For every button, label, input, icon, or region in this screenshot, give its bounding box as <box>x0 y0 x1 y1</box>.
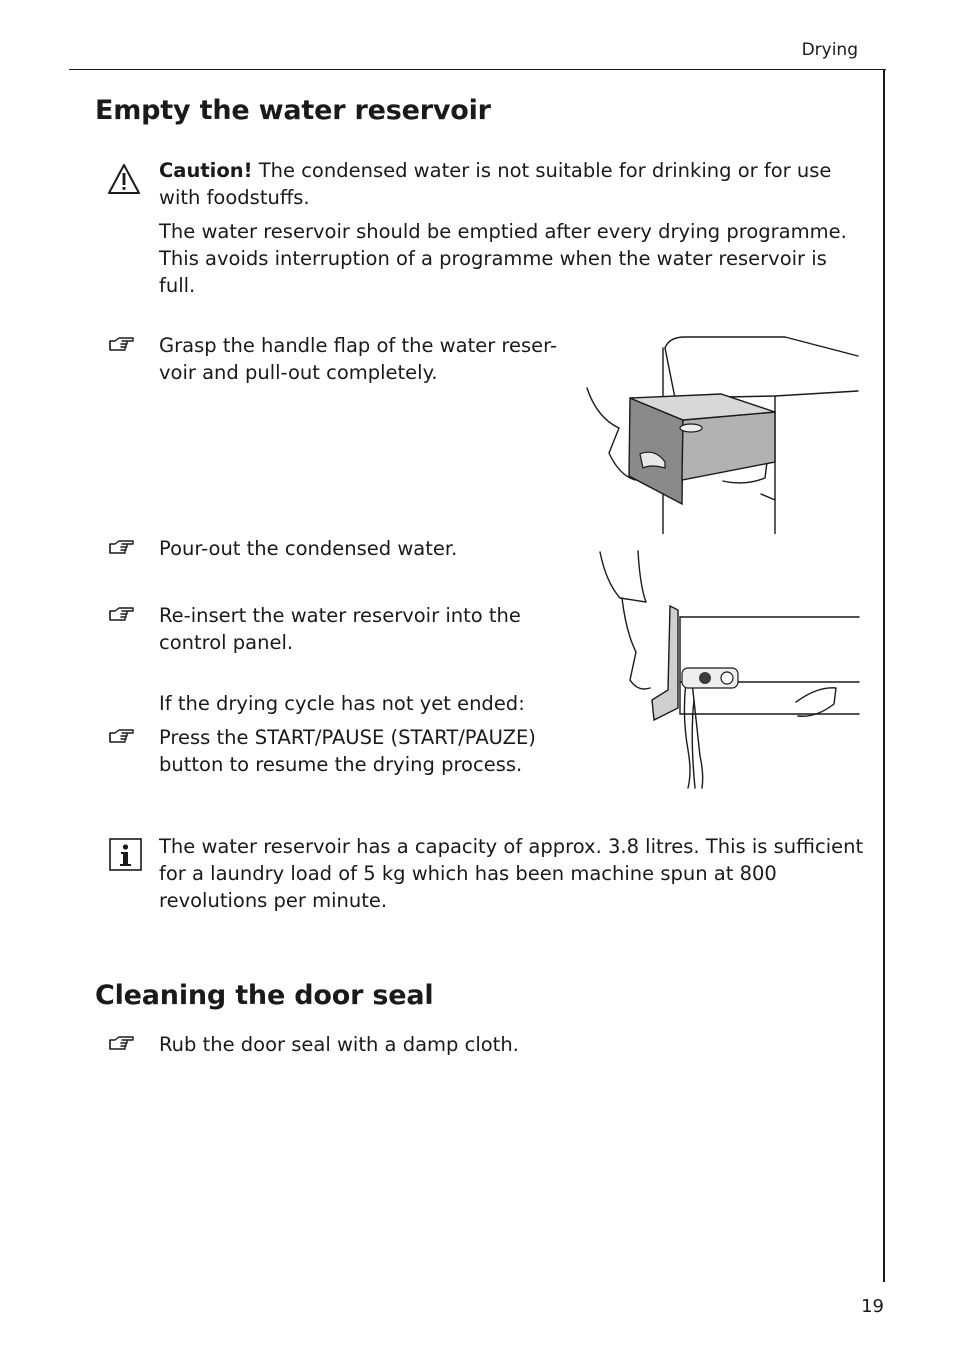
info-paragraph: The water reservoir has a capacity of approx. 3.8 litres. This is sufficient for a laundry load of 5 kg which has been machine spun at 800 revolutions per minute. <box>159 835 864 912</box>
running-header: Drying <box>801 40 858 60</box>
caution-text: The condensed water is not suitable for drinking or for use with foodstuffs. <box>159 159 832 209</box>
header-rule <box>69 69 886 70</box>
step-pull-out: Grasp the handle flap of the water reser- voir and pull-out completely. <box>159 334 557 384</box>
step-rub-door-seal: Rub the door seal with a damp cloth. <box>159 1033 519 1056</box>
section-title-cleaning-door-seal: Cleaning the door seal <box>95 980 434 1011</box>
condition-text: If the drying cycle has not yet ended: <box>159 692 525 715</box>
pointing-hand-icon <box>109 539 135 559</box>
illustration-pull-out-reservoir <box>585 336 860 534</box>
pointing-hand-icon <box>109 606 135 626</box>
page-number: 19 <box>861 1296 884 1317</box>
caution-paragraph <box>159 157 849 211</box>
caution-label: Caution! <box>159 159 253 182</box>
info-icon <box>109 838 143 870</box>
step-press-start: Press the START/PAUSE (START/PAUZE) button to resume the drying process. <box>159 726 536 776</box>
side-rule <box>883 70 885 1282</box>
illustration-pour-out-water <box>596 550 860 790</box>
pointing-hand-icon <box>109 1035 135 1055</box>
pointing-hand-icon <box>109 728 135 748</box>
empty-note-paragraph: The water reservoir should be emptied after every drying programme. This avoids interruption of a programme when the water reservoir is full. <box>159 220 847 297</box>
step-re-insert: Re-insert the water reservoir into the control panel. <box>159 604 521 654</box>
pointing-hand-icon <box>109 336 135 356</box>
section-title-empty-reservoir: Empty the water reservoir <box>95 95 491 126</box>
warning-triangle-icon <box>107 163 141 195</box>
step-pour-out: Pour-out the condensed water. <box>159 537 458 560</box>
